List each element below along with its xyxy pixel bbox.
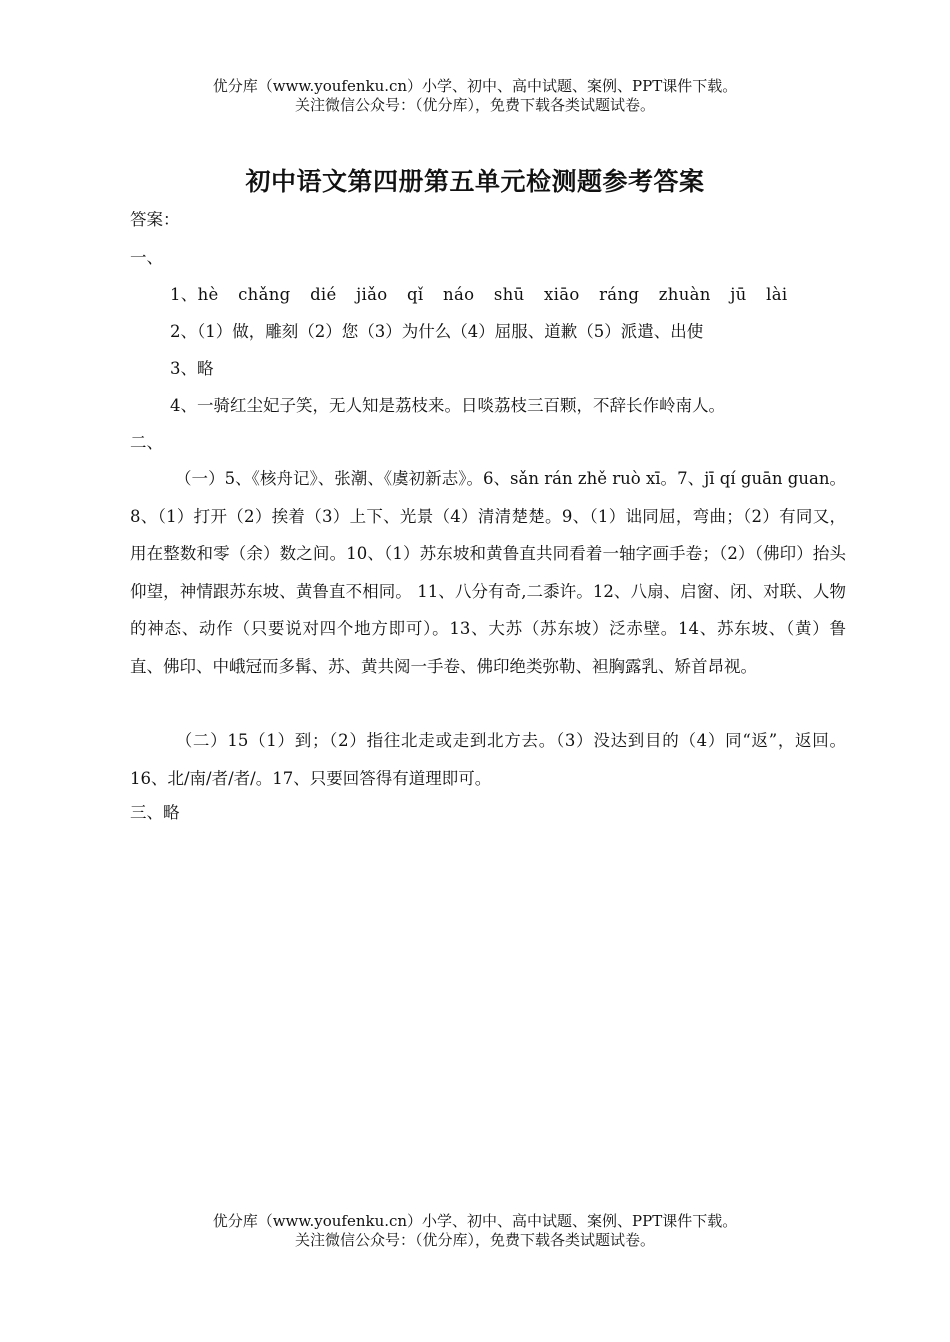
answer-item-2: 2、（1）做，雕刻（2）您（3）为什么（4）屈服、道歉（5）派遣、出使 — [170, 322, 704, 341]
answer-item-4: 4、一骑红尘妃子笑，无人知是荔枝来。日啖荔枝三百颗，不辞长作岭南人。 — [170, 396, 725, 415]
answer-item-3: 3、略 — [170, 359, 214, 378]
answer-item-1: 1、hè chǎng dié jiǎo qǐ náo shū xiāo ráng zhuàn jū lài — [170, 285, 788, 304]
section-2-part-1 — [130, 460, 846, 685]
answer-label: 答案： — [130, 210, 180, 229]
footer-line-2: 关注微信公众号：（优分库），免费下载各类试题试卷。 — [294, 1231, 655, 1249]
footer-line-1: 优分库（www.youfenku.cn）小学、初中、高中试题、案例、PPT课件下载。 — [212, 1212, 738, 1230]
header-line-2: 关注微信公众号：（优分库），免费下载各类试题试卷。 — [294, 96, 655, 114]
section-2-part-1-text: （一）5、《核舟记》、张潮、《虞初新志》。6、sǎn rán zhě ruò xī。7、jī qí guān guan。8、（1）打开（2）挨着（3）上下、光景（4）清清楚楚。9、（1）诎同屈，弯曲；（2）有同又，用在整数和零（余）数之间。10、（1）苏东坡和黄鲁直共同看着一轴字画手卷；（2）（佛印）抬头仰望，神情跟苏东坡、黄鲁直不相同。 11、八分有奇,二黍许。12、八扇、启窗、闭、对联、人物的神态、动作（只要说对四个地方即可）。13、大苏（苏东坡）泛赤壁。14、苏东坡、（黄）鲁直、佛印、中峨冠而多髯、苏、黄共阅一手卷、佛印绝类弥勒、袒胸露乳、矫首昂视。 — [130, 469, 846, 676]
section-1-heading: 一、 — [130, 248, 163, 267]
page-header — [0, 77, 950, 115]
section-2-part-2-text: （二）15（1）到；（2）指往北走或走到北方去。（3）没达到目的（4）同“返”，返回。16、北/南/者/者/。17、只要回答得有道理即可。 — [130, 731, 846, 788]
page-footer — [0, 1212, 950, 1250]
section-2-heading: 二、 — [130, 433, 163, 452]
document-title: 初中语文第四册第五单元检测题参考答案 — [245, 167, 705, 196]
header-line-1: 优分库（www.youfenku.cn）小学、初中、高中试题、案例、PPT课件下载。 — [212, 77, 738, 95]
section-2-part-2 — [130, 722, 846, 797]
section-3: 三、略 — [130, 803, 180, 822]
